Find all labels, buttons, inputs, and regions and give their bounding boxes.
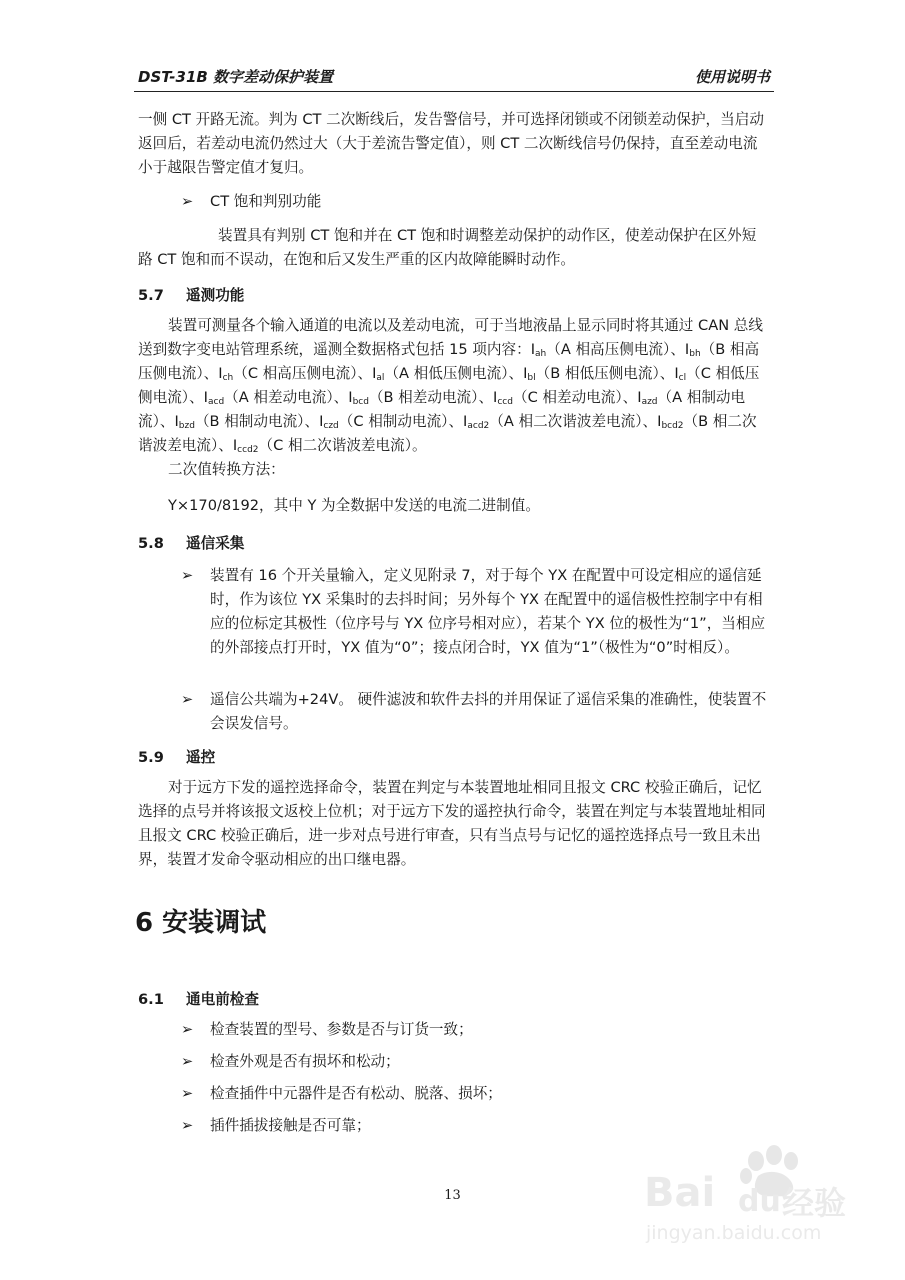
current-description: （B 相二次谐波差电流）、 [138, 413, 757, 454]
current-subscript: ccd2 [237, 445, 259, 455]
current-subscript: acd [207, 397, 225, 407]
current-symbol: I [674, 365, 679, 382]
baidu-watermark [640, 1142, 870, 1252]
arrow-bullet-icon: ➢ [181, 567, 194, 584]
current-subscript: czd [323, 421, 339, 431]
current-description: （A 相差动电流）、 [224, 389, 349, 406]
page-header [138, 66, 770, 92]
current-symbol: I [203, 389, 208, 406]
current-description: （A 相高压侧电流）、 [546, 341, 685, 358]
section-heading-6-1 [138, 988, 259, 1009]
current-description: （B 相差动电流）、 [368, 389, 494, 406]
telemetry-item [233, 437, 427, 454]
watermark-brand-cn: 经验 [782, 1184, 847, 1222]
check-item-text: 检查装置的型号、参数是否与订货一致； [210, 1021, 473, 1038]
conversion-label: 二次值转换方法： [168, 461, 285, 478]
check-item [183, 1050, 770, 1074]
current-description: （A 相二次谐波差电流）、 [489, 413, 658, 430]
section-number: 5.9 [138, 749, 164, 766]
arrow-bullet-icon: ➢ [181, 1053, 194, 1070]
current-symbol: I [174, 413, 179, 430]
current-description: （C 相差动电流）、 [512, 389, 638, 406]
current-symbol: I [372, 365, 377, 382]
current-symbol: I [637, 389, 642, 406]
arrow-bullet-icon: ➢ [181, 1021, 194, 1038]
current-description: （C 相二次谐波差电流）。 [258, 437, 427, 454]
ct-saturation-paragraph: 装置具有判别 CT 饱和并在 CT 饱和时调整差动保护的动作区，使差动保护在区外短路 CT 饱和而不误动，在饱和后又发生严重的区内故障能瞬时动作。 [138, 227, 757, 268]
check-item [183, 1114, 770, 1138]
current-description: （B 相高压侧电流）、 [138, 341, 760, 382]
current-subscript: ccd [497, 397, 513, 407]
arrow-bullet-icon: ➢ [181, 193, 194, 210]
current-subscript: azd [641, 397, 658, 407]
current-symbol: I [530, 341, 536, 358]
section-heading-5-7 [138, 284, 244, 305]
section-title: 遥信采集 [186, 535, 245, 552]
current-subscript: acd2 [467, 421, 490, 431]
telemetry-item [372, 365, 523, 382]
current-description: （C 相制动电流）、 [338, 413, 464, 430]
check-item [183, 1082, 770, 1106]
intro-paragraph: 一侧 CT 开路无流。判为 CT 二次断线后，发告警信号，并可选择闭锁或不闭锁差动保护，当启动返回后，若差动电流仍然过大（大于差流告警定值），则 CT 二次断线信号仍保持，直至差动电流小于越限告警定值才复归。 [138, 111, 764, 176]
telemetry-item [319, 413, 463, 430]
header-doc-type: 使用说明书 [694, 68, 770, 86]
current-subscript: bcd [352, 397, 369, 407]
current-description: （A 相低压侧电流）、 [384, 365, 524, 382]
telemetry-item [493, 389, 637, 406]
current-subscript: bcd2 [661, 421, 684, 431]
bullet-text: CT 饱和判别功能 [210, 193, 322, 210]
current-description: （B 相制动电流）、 [194, 413, 320, 430]
current-subscript: bzd [178, 421, 195, 431]
telemetry-item [218, 365, 372, 382]
arrow-bullet-icon: ➢ [181, 1117, 194, 1134]
current-symbol: I [523, 365, 528, 382]
current-symbol: I [232, 437, 238, 454]
check-item-text: 插件插拔接触是否可靠； [210, 1117, 371, 1134]
current-description: （A 相制动电流）、 [138, 389, 746, 430]
current-symbol: I [493, 389, 498, 406]
section-title: 通电前检查 [186, 991, 259, 1008]
current-subscript: cl [678, 373, 687, 383]
header-title: DST-31B 数字差动保护装置 [138, 68, 334, 86]
telemetry-item [463, 413, 657, 430]
section-heading-5-8 [138, 532, 244, 553]
bullet-text: 遥信公共端为+24V。 硬件滤波和软件去抖的并用保证了遥信采集的准确性，使装置不会误发信号。 [210, 691, 767, 732]
current-symbol: I [319, 413, 324, 430]
telemetry-item [531, 341, 685, 358]
telemetry-item [523, 365, 674, 382]
check-item-text: 检查插件中元器件是否有松动、脱落、损坏； [210, 1085, 502, 1102]
remote-control-paragraph: 对于远方下发的遥控选择命令，装置在判定与本装置地址相同且报文 CRC 校验正确后，记忆选择的点号并将该报文返校上位机；对于远方下发的遥控执行命令，装置在判定与本装置地址相同且报文 CRC 校验正确后，进一步对点号进行审查，只有当点号与记忆的遥控选择点号一致且未出界，装置才发命令驱动相应的出口继电器。 [138, 779, 766, 868]
current-symbol: I [684, 341, 690, 358]
current-description: （C 相高压侧电流）、 [233, 365, 373, 382]
header-rule [134, 91, 774, 92]
current-subscript: bh [689, 349, 701, 359]
current-symbol: I [348, 389, 353, 406]
telemetry-intro: 装置可测量各个输入通道的电流以及差动电流，可于当地液晶上显示同时将其通过 CAN 总线送到数字变电站管理系统，遥测全数据格式包括 15 项内容： [138, 317, 763, 358]
ct-saturation-bullet [183, 190, 770, 214]
check-item [183, 1018, 770, 1042]
watermark-brand-suffix: du [738, 1184, 781, 1219]
current-symbol: I [463, 413, 468, 430]
current-subscript: ch [222, 373, 234, 383]
section-title: 遥测功能 [186, 287, 245, 304]
current-subscript: ah [535, 349, 547, 359]
page-number: 13 [444, 1188, 461, 1203]
section-heading-5-9 [138, 746, 215, 767]
section-title: 遥控 [186, 749, 216, 766]
telemetry-paragraph [138, 314, 770, 458]
current-description: （B 相低压侧电流）、 [535, 365, 675, 382]
conversion-formula: Y×170/8192，其中 Y 为全数据中发送的电流二进制值。 [168, 497, 540, 514]
section-number: 5.7 [138, 287, 164, 304]
section-number: 5.8 [138, 535, 164, 552]
watermark-url: jingyan.baidu.com [646, 1222, 822, 1244]
telemetry-item [204, 389, 349, 406]
current-description: （C 相低压侧电流）、 [138, 365, 760, 406]
bullet-text: 装置有 16 个开关量输入，定义见附录 7，对于每个 YX 在配置中可设定相应的遥信延时，作为该位 YX 采集时的去抖时间；另外每个 YX 在配置中的遥信极性控制字中有相应的位标定其极性（位序号与 YX 位序号相对应），若某个 YX 位的极性为“1”，当相应的外部接点打开时，YX 值为“0”；接点闭合时，YX 值为“1”（极性为“0”时相反）。 [210, 567, 766, 656]
remote-signal-bullet-2 [183, 688, 770, 736]
telemetry-item [174, 413, 319, 430]
telemetry-item [348, 389, 493, 406]
arrow-bullet-icon: ➢ [181, 691, 194, 708]
chapter-heading: 6 安装调试 [135, 908, 267, 938]
section-number: 6.1 [138, 991, 164, 1008]
check-item-text: 检查外观是否有损坏和松动； [210, 1053, 400, 1070]
watermark-brand: Bai [644, 1170, 716, 1216]
arrow-bullet-icon: ➢ [181, 1085, 194, 1102]
current-subscript: bl [527, 373, 536, 383]
current-symbol: I [657, 413, 662, 430]
remote-signal-bullet-1 [183, 564, 770, 660]
current-symbol: I [218, 365, 223, 382]
current-subscript: al [376, 373, 385, 383]
